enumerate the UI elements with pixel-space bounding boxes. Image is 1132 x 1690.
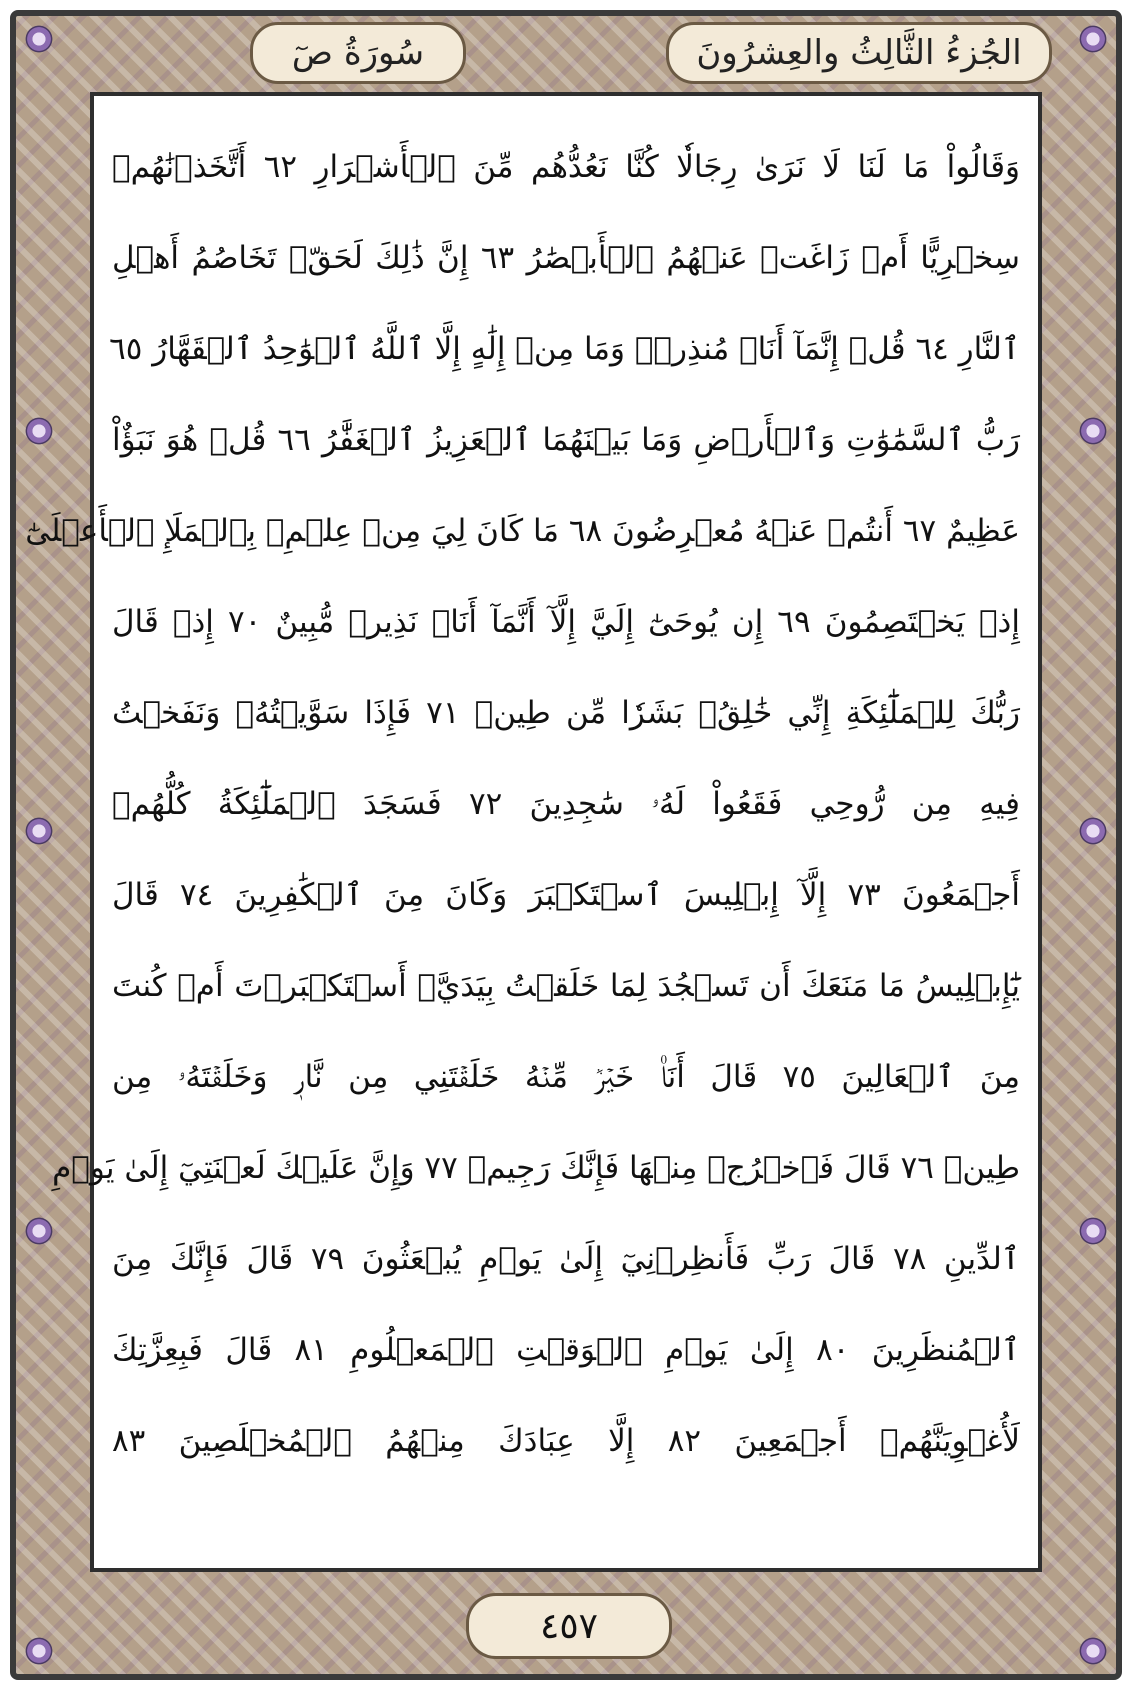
verse-line: ٱلدِّينِ ٧٨ قَالَ رَبِّ فَأَنظِرۡنِيٓ إِلَىٰ يَوۡمِ يُبۡعَثُونَ ٧٩ قَالَ فَإِنَّكَ مِنَ [112,1241,1020,1277]
border-rosette-icon [1078,24,1108,54]
border-rosette-icon [1078,416,1108,446]
border-rosette-icon [24,816,54,846]
border-rosette-icon [1078,1636,1108,1666]
verse-line: أَجۡمَعُونَ ٧٣ إِلَّآ إِبۡلِيسَ ٱسۡتَكۡبَرَ وَكَانَ مِنَ ٱلۡكَٰفِرِينَ ٧٤ قَالَ [112,877,1020,913]
page-number: ٤٥٧ [466,1593,672,1659]
border-rosette-icon [24,1216,54,1246]
verse-line: رَبُّ ٱلسَّمَٰوَٰتِ وَٱلۡأَرۡضِ وَمَا بَيۡنَهُمَا ٱلۡعَزِيزُ ٱلۡغَفَّٰرُ ٦٦ قُلۡ هُوَ نَبَؤٌاْ [112,422,1020,458]
verse-line: فِيهِ مِن رُّوحِي فَقَعُواْ لَهُۥ سَٰجِدِينَ ٧٢ فَسَجَدَ ٱلۡمَلَٰٓئِكَةُ كُلُّهُمۡ [112,786,1021,822]
border-rosette-icon [24,24,54,54]
verse-line: سِخۡرِيًّا أَمۡ زَاغَتۡ عَنۡهُمُ ٱلۡأَبۡصَٰرُ ٦٣ إِنَّ ذَٰلِكَ لَحَقّٞ تَخَاصُمُ أَهۡلِ [112,240,1021,276]
verse-lines [25,122,1021,1487]
border-rosette-icon [1078,1216,1108,1246]
verse-line: عَظِيمٌ ٦٧ أَنتُمۡ عَنۡهُ مُعۡرِضُونَ ٦٨ مَا كَانَ لِيَ مِنۡ عِلۡمِۭ بِٱلۡمَلَإِ ٱلۡأَعۡلَىٰٓ [25,513,1020,549]
page-header [60,10,1072,84]
verse-line: مِنَ ٱلۡعَالِينَ ٧٥ قَالَ أَنَا۠ خَيۡرٞ مِّنۡهُ خَلَقۡتَنِي مِن نَّارٖ وَخَلَقۡتَهُۥ مِن [112,1059,1020,1095]
verse-line: لَأُغۡوِيَنَّهُمۡ أَجۡمَعِينَ ٨٢ إِلَّا عِبَادَكَ مِنۡهُمُ ٱلۡمُخۡلَصِينَ ٨٣ [112,1423,1020,1459]
verse-line: يَٰٓإِبۡلِيسُ مَا مَنَعَكَ أَن تَسۡجُدَ لِمَا خَلَقۡتُ بِيَدَيَّۖ أَسۡتَكۡبَرۡتَ أَمۡ كُنتَ [112,968,1020,1004]
border-rosette-icon [24,1636,54,1666]
verse-line: وَقَالُواْ مَا لَنَا لَا نَرَىٰ رِجَالٗا كُنَّا نَعُدُّهُم مِّنَ ٱلۡأَشۡرَارِ ٦٢ أَتَّخَذۡنَٰهُمۡ [112,149,1020,185]
surah-title: سُورَةُ صٓ [250,22,466,84]
border-rosette-icon [24,416,54,446]
verse-line: رَبُّكَ لِلۡمَلَٰٓئِكَةِ إِنِّي خَٰلِقُۢ بَشَرٗا مِّن طِينٖ ٧١ فَإِذَا سَوَّيۡتُهُۥ وَنَفَخۡتُ [112,695,1021,731]
juz-title: الجُزءُ الثَّالِثُ والعِشرُونَ [666,22,1052,84]
verse-line: ٱلنَّارِ ٦٤ قُلۡ إِنَّمَآ أَنَا۠ مُنذِرٞۖ وَمَا مِنۡ إِلَٰهٍ إِلَّا ٱللَّهُ ٱلۡوَٰحِدُ ٱلۡقَهَّارُ ٦٥ [109,331,1020,367]
quran-text-panel [25,92,1042,1572]
verse-line: ٱلۡمُنظَرِينَ ٨٠ إِلَىٰ يَوۡمِ ٱلۡوَقۡتِ ٱلۡمَعۡلُومِ ٨١ قَالَ فَبِعِزَّتِكَ [112,1332,1020,1368]
verse-line: طِينٖ ٧٦ قَالَ فَٱخۡرُجۡ مِنۡهَا فَإِنَّكَ رَجِيمٞ ٧٧ وَإِنَّ عَلَيۡكَ لَعۡنَتِيٓ إِلَىٰ يَوۡمِ [52,1150,1020,1186]
verse-line: إِذۡ يَخۡتَصِمُونَ ٦٩ إِن يُوحَىٰٓ إِلَيَّ إِلَّآ أَنَّمَآ أَنَا۠ نَذِيرٞ مُّبِينٌ ٧٠ إِذۡ قَالَ [112,604,1020,640]
border-rosette-icon [1078,816,1108,846]
